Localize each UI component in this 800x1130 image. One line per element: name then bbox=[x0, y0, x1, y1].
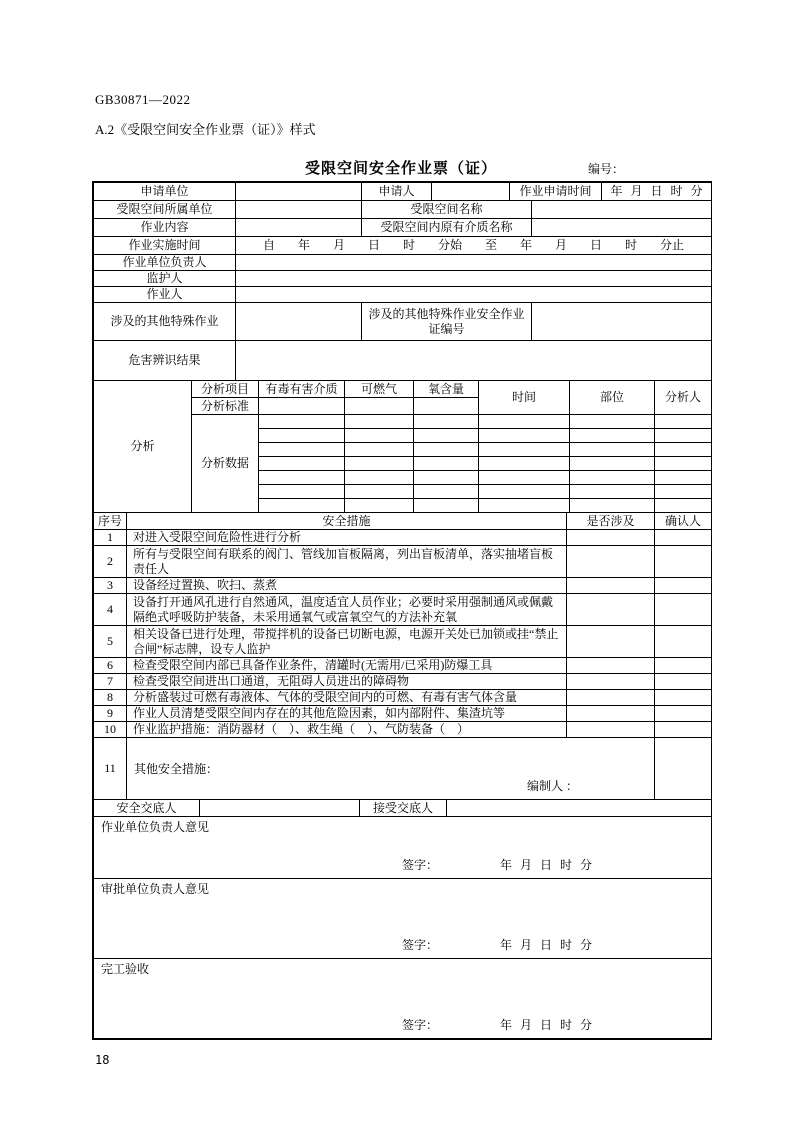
work-time-label: 作业实施时间 bbox=[94, 237, 236, 255]
measures-col-confirmer: 确认人 bbox=[655, 513, 712, 530]
analysis-data-cell bbox=[259, 485, 345, 499]
measure-confirmer-cell bbox=[655, 674, 712, 690]
opinions-section bbox=[93, 816, 712, 1039]
other-special-cert-label: 涉及的其他特殊作业安全作业证编号 bbox=[362, 303, 532, 341]
briefer-value bbox=[200, 800, 360, 817]
analysis-data-cell bbox=[345, 471, 414, 485]
space-owner-value bbox=[236, 201, 362, 219]
measure-involved-cell bbox=[567, 626, 655, 658]
other-measures-cell bbox=[127, 738, 655, 800]
approver-opinion-label: 审批单位负责人意见 bbox=[101, 882, 210, 896]
measure-confirmer-cell bbox=[655, 690, 712, 706]
measure-text: 设备打开通风孔进行自然通风，温度适宜人员作业；必要时采用强制通风或佩戴隔绝式呼吸防护装备，未采用通氧气或富氧空气的方法补充氧 bbox=[127, 594, 567, 626]
form-title: 受限空间安全作业票（证） bbox=[304, 161, 497, 177]
analysis-data-cell bbox=[345, 443, 414, 457]
analysis-col-oxygen: 氧含量 bbox=[414, 381, 479, 398]
measure-confirmer-cell bbox=[655, 658, 712, 674]
analysis-data-cell bbox=[570, 471, 655, 485]
measure-no: 9 bbox=[94, 706, 127, 722]
measure-no: 7 bbox=[94, 674, 127, 690]
analysis-data-cell bbox=[570, 415, 655, 429]
measure-confirmer-cell bbox=[655, 578, 712, 594]
measure-confirmer-cell bbox=[655, 546, 712, 578]
analysis-data-cell bbox=[479, 499, 570, 513]
analysis-data-cell bbox=[570, 457, 655, 471]
analysis-data-cell bbox=[259, 457, 345, 471]
measure-no: 4 bbox=[94, 594, 127, 626]
analysis-data-cell bbox=[259, 471, 345, 485]
measure-confirmer-cell bbox=[655, 530, 712, 546]
analysis-data-cell bbox=[414, 471, 479, 485]
analysis-standard-toxic-value bbox=[259, 398, 345, 415]
analysis-data-cell bbox=[345, 499, 414, 513]
measure-involved-cell bbox=[567, 674, 655, 690]
completion-cell bbox=[94, 959, 712, 1039]
analysis-col-time: 时间 bbox=[479, 381, 570, 415]
measure-involved-cell bbox=[567, 658, 655, 674]
analysis-data-cell bbox=[570, 485, 655, 499]
measure-involved-cell bbox=[567, 530, 655, 546]
apply-unit-value bbox=[236, 183, 362, 201]
measures-col-measure: 安全措施 bbox=[127, 513, 567, 530]
sign-date-line: 年 月 日 时 分 bbox=[500, 938, 593, 952]
applicant-label: 申请人 bbox=[362, 183, 432, 201]
analysis-data-cell bbox=[479, 429, 570, 443]
apply-time-value: 年 月 日 时 分 bbox=[602, 183, 712, 201]
analysis-data-cell bbox=[414, 485, 479, 499]
measure-involved-cell bbox=[567, 594, 655, 626]
analysis-data-cell bbox=[414, 429, 479, 443]
analysis-data-cell bbox=[570, 443, 655, 457]
measures-col-no: 序号 bbox=[94, 513, 127, 530]
measure-involved-cell bbox=[567, 546, 655, 578]
original-medium-value bbox=[532, 219, 712, 237]
measure-confirmer-cell bbox=[655, 722, 712, 738]
measure-confirmer-cell bbox=[655, 626, 712, 658]
hazard-result-label: 危害辨识结果 bbox=[94, 341, 236, 381]
measure-confirmer-cell bbox=[655, 738, 712, 800]
measure-involved-cell bbox=[567, 578, 655, 594]
measure-no: 11 bbox=[94, 738, 127, 800]
analysis-data-cell bbox=[655, 471, 712, 485]
form-title-bar bbox=[92, 157, 710, 177]
analysis-section bbox=[93, 380, 712, 513]
analysis-data-cell bbox=[414, 457, 479, 471]
measure-text: 所有与受限空间有联系的阀门、管线加盲板隔离，列出盲板清单，落实抽堵盲板责任人 bbox=[127, 546, 567, 578]
original-medium-label: 受限空间内原有介质名称 bbox=[362, 219, 532, 237]
page-number: 18 bbox=[95, 1053, 110, 1067]
hazard-result-value bbox=[236, 341, 712, 381]
worker-label: 作业人 bbox=[94, 287, 236, 303]
measure-text: 检查受限空间进出口通道，无阻碍人员进出的障碍物 bbox=[127, 674, 567, 690]
measure-confirmer-cell bbox=[655, 706, 712, 722]
measure-text: 检查受限空间内部已具备作业条件，清罐时(无需用/已采用)防爆工具 bbox=[127, 658, 567, 674]
briefing-section bbox=[93, 799, 712, 817]
analysis-standard-oxygen-value bbox=[414, 398, 479, 415]
analysis-data-cell bbox=[479, 443, 570, 457]
standard-code: GB30871—2022 bbox=[95, 92, 191, 107]
analysis-data-cell bbox=[414, 443, 479, 457]
measure-no: 1 bbox=[94, 530, 127, 546]
analysis-data-cell bbox=[479, 457, 570, 471]
guardian-label: 监护人 bbox=[94, 271, 236, 287]
unit-leader-value bbox=[236, 255, 712, 271]
permit-form-table bbox=[92, 181, 712, 1040]
analysis-data-cell bbox=[345, 429, 414, 443]
work-content-label: 作业内容 bbox=[94, 219, 236, 237]
analysis-data-cell bbox=[655, 485, 712, 499]
worker-value bbox=[236, 287, 712, 303]
analysis-data-cell bbox=[345, 457, 414, 471]
briefed-label: 接受交底人 bbox=[360, 800, 447, 817]
analysis-data-cell bbox=[655, 429, 712, 443]
measure-no: 2 bbox=[94, 546, 127, 578]
analysis-data-cell bbox=[655, 443, 712, 457]
unit-leader-opinion-cell bbox=[94, 817, 712, 879]
measure-no: 6 bbox=[94, 658, 127, 674]
info-section bbox=[93, 182, 712, 381]
sign-label: 签字： bbox=[402, 858, 439, 872]
analysis-data-cell bbox=[479, 415, 570, 429]
analysis-label: 分析 bbox=[94, 381, 192, 513]
analysis-standard-flammable-value bbox=[345, 398, 414, 415]
measure-involved-cell bbox=[567, 722, 655, 738]
work-content-value bbox=[236, 219, 362, 237]
analysis-data-cell bbox=[570, 499, 655, 513]
analysis-col-toxic: 有毒有害介质 bbox=[259, 381, 345, 398]
measure-text: 对进入受限空间危险性进行分析 bbox=[127, 530, 567, 546]
analysis-data-cell bbox=[259, 443, 345, 457]
analysis-data-cell bbox=[414, 499, 479, 513]
analysis-data-cell bbox=[414, 415, 479, 429]
analysis-data-cell bbox=[655, 457, 712, 471]
analysis-data-cell bbox=[570, 429, 655, 443]
analysis-data-cell bbox=[259, 415, 345, 429]
measure-no: 10 bbox=[94, 722, 127, 738]
measure-involved-cell bbox=[567, 706, 655, 722]
applicant-value bbox=[432, 183, 510, 201]
completion-label: 完工验收 bbox=[101, 962, 150, 976]
analysis-item-label: 分析项目 bbox=[192, 381, 259, 398]
analysis-col-analyst: 分析人 bbox=[655, 381, 712, 415]
apply-time-label: 作业申请时间 bbox=[510, 183, 602, 201]
sign-date-line: 年 月 日 时 分 bbox=[500, 858, 593, 872]
briefer-label: 安全交底人 bbox=[94, 800, 200, 817]
measure-text: 设备经过置换、吹扫、蒸煮 bbox=[127, 578, 567, 594]
other-special-work-value bbox=[236, 303, 362, 341]
analysis-data-cell bbox=[345, 485, 414, 499]
measure-text: 作业人员清楚受限空间内存在的其他危险因素，如内部附件、集渣坑等 bbox=[127, 706, 567, 722]
other-special-cert-value bbox=[532, 303, 712, 341]
measure-text: 相关设备已进行处理，带搅拌机的设备已切断电源，电源开关处已加锁或挂“禁止合闸”标志牌，设专人监护 bbox=[127, 626, 567, 658]
analysis-col-position: 部位 bbox=[570, 381, 655, 415]
sign-date-line: 年 月 日 时 分 bbox=[500, 1018, 593, 1032]
briefed-value bbox=[447, 800, 712, 817]
measure-confirmer-cell bbox=[655, 594, 712, 626]
measure-no: 5 bbox=[94, 626, 127, 658]
analysis-data-cell bbox=[655, 499, 712, 513]
space-name-value bbox=[532, 201, 712, 219]
analysis-data-cell bbox=[479, 485, 570, 499]
appendix-section-heading: A.2《受限空间安全作业票（证）》样式 bbox=[95, 122, 316, 137]
work-time-value: 自 年 月 日 时 分始 至 年 月 日 时 分止 bbox=[236, 237, 712, 255]
approver-opinion-cell bbox=[94, 879, 712, 959]
measure-text: 分析盛装过可燃有毒液体、气体的受限空间内的可燃、有毒有害气体含量 bbox=[127, 690, 567, 706]
space-name-label: 受限空间名称 bbox=[362, 201, 532, 219]
other-special-work-label: 涉及的其他特殊作业 bbox=[94, 303, 236, 341]
analysis-standard-label: 分析标准 bbox=[192, 398, 259, 415]
measure-no: 8 bbox=[94, 690, 127, 706]
measure-no: 3 bbox=[94, 578, 127, 594]
measure-involved-cell bbox=[567, 690, 655, 706]
analysis-data-cell bbox=[655, 415, 712, 429]
apply-unit-label: 申请单位 bbox=[94, 183, 236, 201]
other-measures-label: 其他安全措施： bbox=[134, 762, 219, 776]
measures-section bbox=[93, 512, 712, 800]
analysis-data-cell bbox=[259, 429, 345, 443]
unit-leader-label: 作业单位负责人 bbox=[94, 255, 236, 271]
unit-leader-opinion-label: 作业单位负责人意见 bbox=[101, 820, 210, 834]
analysis-data-cell bbox=[259, 499, 345, 513]
analysis-data-label: 分析数据 bbox=[192, 415, 259, 513]
sign-label: 签字： bbox=[402, 1018, 439, 1032]
guardian-value bbox=[236, 271, 712, 287]
space-owner-label: 受限空间所属单位 bbox=[94, 201, 236, 219]
measures-col-involved: 是否涉及 bbox=[567, 513, 655, 530]
measure-text: 作业监护措施：消防器材（ ）、救生绳（ ）、气防装备（ ） bbox=[127, 722, 567, 738]
form-number-label: 编号： bbox=[588, 162, 625, 176]
analysis-data-cell bbox=[479, 471, 570, 485]
sign-label: 签字： bbox=[402, 938, 439, 952]
analysis-data-cell bbox=[345, 415, 414, 429]
compiler-label: 编制人 ： bbox=[527, 779, 579, 793]
analysis-col-flammable: 可燃气 bbox=[345, 381, 414, 398]
